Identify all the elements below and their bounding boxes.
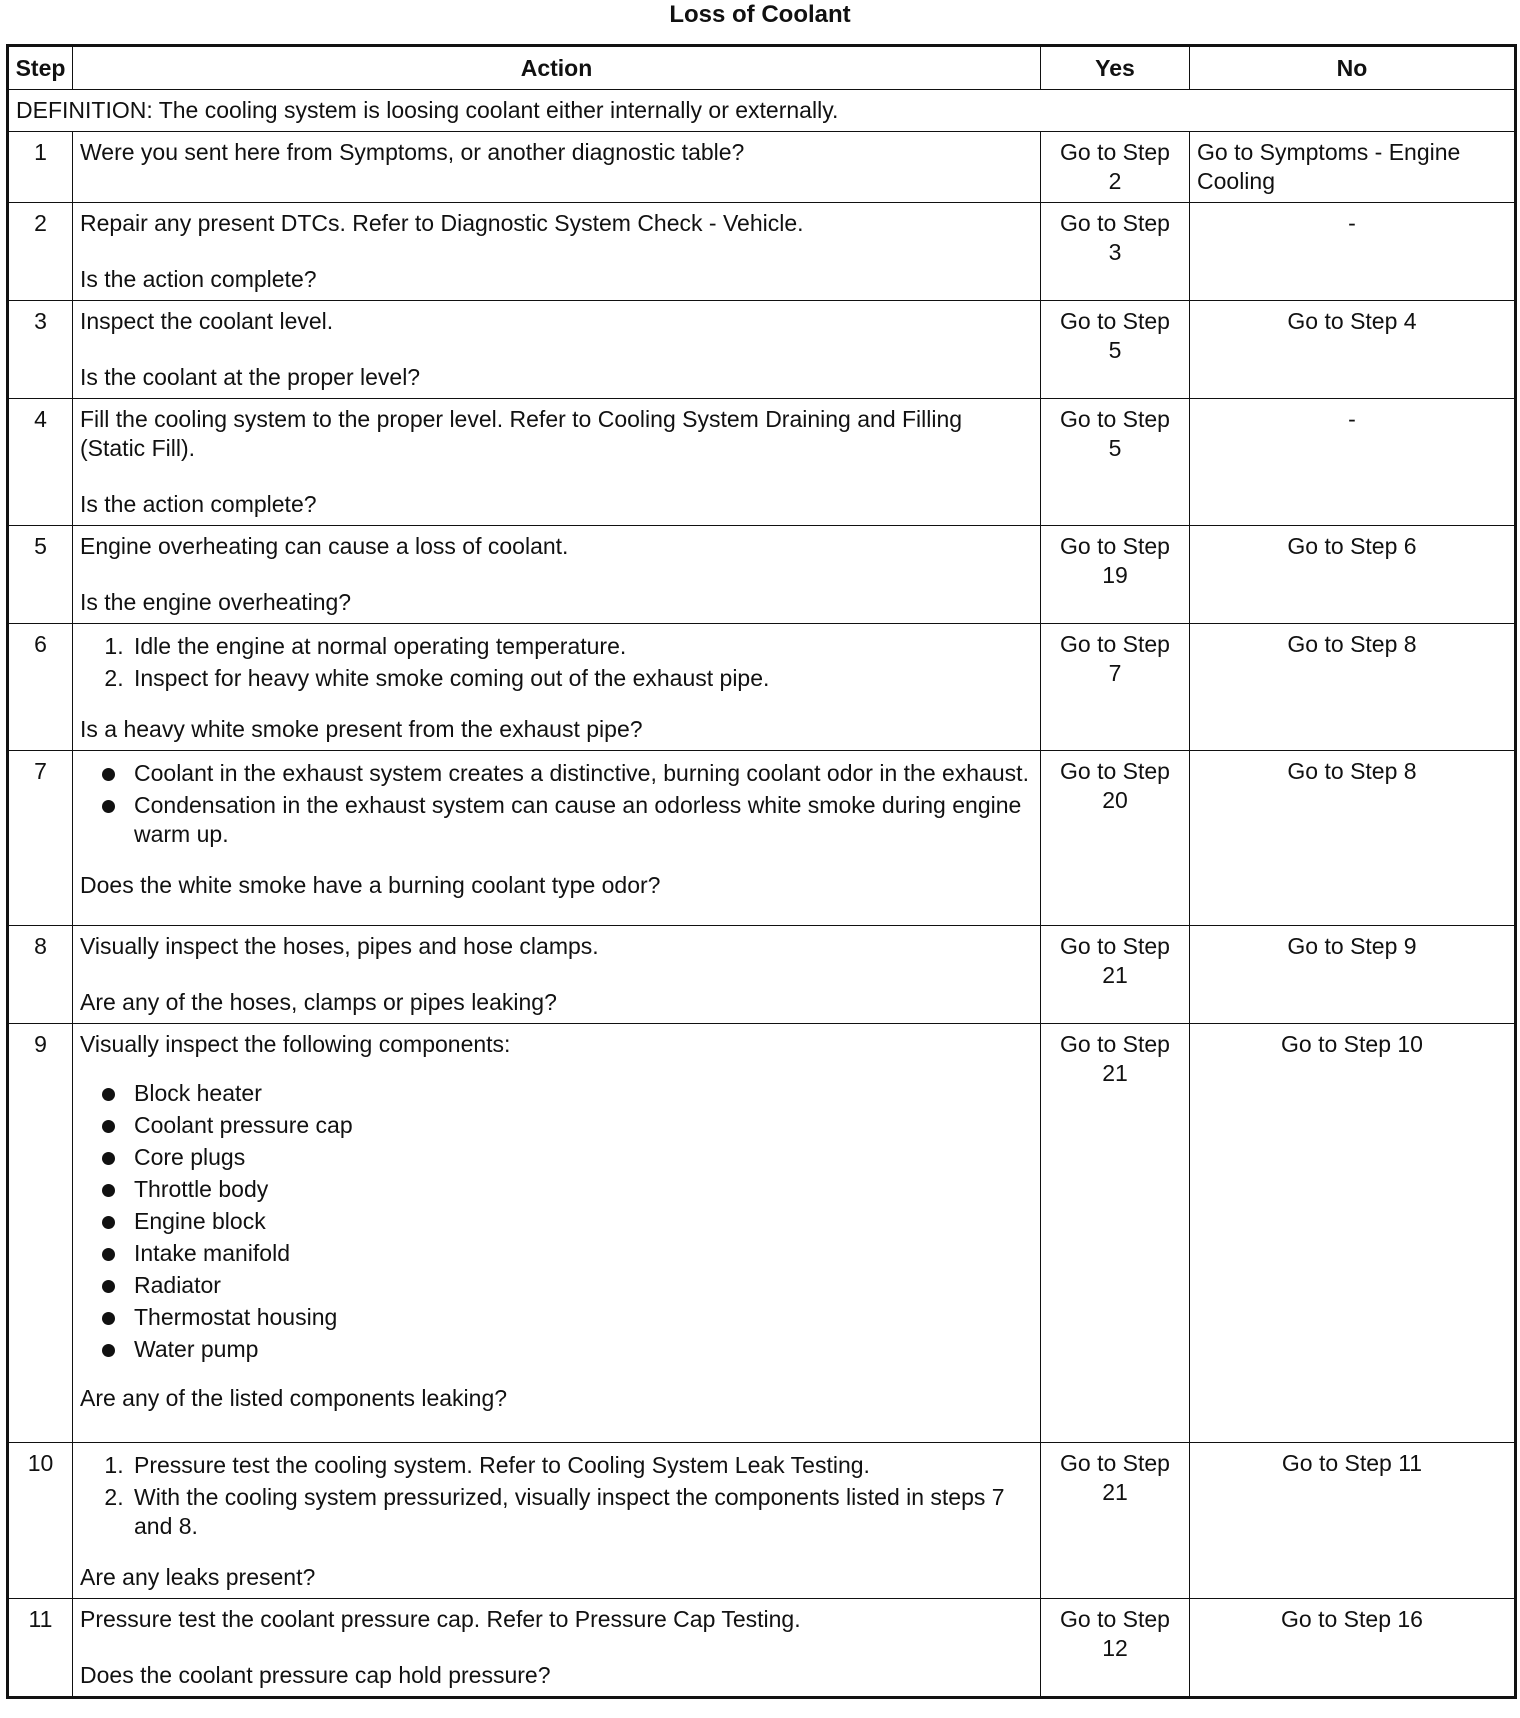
yes-step: 12 (1102, 1635, 1128, 1661)
yes-cell[interactable] (1041, 526, 1190, 624)
table-row (8, 624, 1516, 751)
yes-cell[interactable] (1041, 399, 1190, 526)
yes-step: 21 (1102, 962, 1128, 988)
table-row (8, 926, 1516, 1024)
table-row (8, 526, 1516, 624)
action-cell (73, 1443, 1041, 1599)
no-cell[interactable]: Go to Step 6 (1190, 526, 1516, 624)
action-text: Were you sent here from Symptoms, or another diagnostic table? (80, 139, 745, 165)
header-no: No (1190, 46, 1516, 90)
action-cell (73, 301, 1041, 399)
list-item: 2. Inspect for heavy white smoke coming out of the exhaust pipe. (130, 664, 1033, 693)
list-item: Core plugs (130, 1143, 1033, 1172)
list-item: 1. Idle the engine at normal operating temperature. (130, 632, 1033, 661)
step-number: 8 (8, 926, 73, 1024)
action-question: Is a heavy white smoke present from the exhaust pipe? (80, 716, 643, 742)
step-number: 3 (8, 301, 73, 399)
step-number: 5 (8, 526, 73, 624)
action-question: Is the engine overheating? (80, 589, 352, 615)
header-row (8, 46, 1516, 90)
action-text: Pressure test the coolant pressure cap. Refer to Pressure Cap Testing. (80, 1606, 801, 1632)
table-row (8, 1024, 1516, 1443)
step-number: 6 (8, 624, 73, 751)
yes-label: Go to Step (1060, 533, 1170, 559)
action-text: Repair any present DTCs. Refer to Diagnostic System Check - Vehicle. (80, 210, 804, 236)
action-text: Inspect the coolant level. (80, 308, 334, 334)
yes-label: Go to Step (1060, 933, 1170, 959)
table-row (8, 751, 1516, 926)
step-number: 1 (8, 132, 73, 203)
action-question: Does the white smoke have a burning coolant type odor? (80, 872, 661, 898)
list-item: Water pump (130, 1335, 1033, 1364)
yes-label: Go to Step (1060, 631, 1170, 657)
yes-label: Go to Step (1060, 1450, 1170, 1476)
list-item: Engine block (130, 1207, 1033, 1236)
list-item: 2. With the cooling system pressurized, visually inspect the components listed in steps 7 and 8. (130, 1483, 1033, 1541)
page-title: Loss of Coolant (669, 1, 851, 28)
definition-row (8, 90, 1516, 132)
yes-step: 19 (1102, 562, 1128, 588)
yes-cell[interactable] (1041, 203, 1190, 301)
action-cell (73, 1599, 1041, 1698)
action-text: Engine overheating can cause a loss of coolant. (80, 533, 569, 559)
yes-cell[interactable] (1041, 926, 1190, 1024)
yes-cell[interactable] (1041, 751, 1190, 926)
no-cell: - (1190, 203, 1516, 301)
yes-step: 5 (1108, 435, 1122, 461)
step-number: 4 (8, 399, 73, 526)
action-cell (73, 132, 1041, 203)
list-item: Throttle body (130, 1175, 1033, 1204)
definition-text: DEFINITION: The cooling system is loosing coolant either internally or externally. (8, 90, 1516, 132)
action-question: Does the coolant pressure cap hold pressure? (80, 1662, 551, 1688)
yes-label: Go to Step (1060, 308, 1170, 334)
action-question: Are any leaks present? (80, 1564, 316, 1590)
action-question: Are any of the hoses, clamps or pipes leaking? (80, 989, 557, 1015)
step-number: 2 (8, 203, 73, 301)
list-item: Radiator (130, 1271, 1033, 1300)
yes-label: Go to Step (1060, 1606, 1170, 1632)
action-cell (73, 624, 1041, 751)
table-row (8, 1599, 1516, 1698)
action-cell (73, 926, 1041, 1024)
table-row (8, 399, 1516, 526)
no-cell[interactable]: Go to Step 11 (1190, 1443, 1516, 1599)
action-text: Fill the cooling system to the proper level. Refer to Cooling System Draining and Filling (Static Fill). (80, 406, 963, 461)
no-cell[interactable]: Go to Step 16 (1190, 1599, 1516, 1698)
yes-label: Go to Step (1060, 406, 1170, 432)
numbered-list (80, 1451, 1033, 1541)
yes-step: 21 (1102, 1479, 1128, 1505)
no-cell[interactable]: Go to Step 8 (1190, 624, 1516, 751)
no-cell[interactable]: Go to Step 8 (1190, 751, 1516, 926)
header-step: Step (8, 46, 73, 90)
yes-step: 21 (1102, 1060, 1128, 1086)
no-cell[interactable]: Go to Step 10 (1190, 1024, 1516, 1443)
yes-label: Go to Step (1060, 1031, 1170, 1057)
diagnostic-table (6, 44, 1517, 1699)
table-row (8, 132, 1516, 203)
list-item: Block heater (130, 1079, 1033, 1108)
action-question: Is the action complete? (80, 266, 317, 292)
yes-step: 3 (1108, 239, 1122, 265)
yes-step: 20 (1102, 787, 1128, 813)
action-cell (73, 203, 1041, 301)
bullet-list (80, 759, 1033, 849)
no-cell[interactable]: Go to Symptoms - Engine Cooling (1190, 132, 1516, 203)
yes-step: 2 (1108, 168, 1122, 194)
yes-step: 5 (1108, 337, 1122, 363)
step-number: 9 (8, 1024, 73, 1443)
yes-cell[interactable] (1041, 1443, 1190, 1599)
action-question: Is the action complete? (80, 491, 317, 517)
action-text: Visually inspect the following components: (80, 1031, 511, 1057)
yes-label: Go to Step (1060, 758, 1170, 784)
header-yes: Yes (1041, 46, 1190, 90)
action-cell (73, 526, 1041, 624)
action-cell (73, 751, 1041, 926)
yes-label: Go to Step (1060, 210, 1170, 236)
step-number: 7 (8, 751, 73, 926)
list-item: Coolant pressure cap (130, 1111, 1033, 1140)
yes-cell[interactable] (1041, 1024, 1190, 1443)
action-question: Are any of the listed components leaking? (80, 1385, 508, 1411)
step-number: 11 (8, 1599, 73, 1698)
numbered-list (80, 632, 1033, 693)
list-item: 1. Pressure test the cooling system. Refer to Cooling System Leak Testing. (130, 1451, 1033, 1480)
action-question: Is the coolant at the proper level? (80, 364, 421, 390)
yes-cell[interactable] (1041, 624, 1190, 751)
no-cell[interactable]: Go to Step 9 (1190, 926, 1516, 1024)
yes-cell[interactable] (1041, 1599, 1190, 1698)
action-text: Visually inspect the hoses, pipes and hose clamps. (80, 933, 599, 959)
yes-cell[interactable] (1041, 132, 1190, 203)
action-cell (73, 1024, 1041, 1443)
no-cell: - (1190, 399, 1516, 526)
list-item: Intake manifold (130, 1239, 1033, 1268)
table-row (8, 301, 1516, 399)
no-cell[interactable]: Go to Step 4 (1190, 301, 1516, 399)
bullet-list (80, 1079, 1033, 1364)
yes-label: Go to Step (1060, 139, 1170, 165)
list-item: Condensation in the exhaust system can cause an odorless white smoke during engine warm up. (130, 791, 1033, 849)
list-item: Thermostat housing (130, 1303, 1033, 1332)
action-cell (73, 399, 1041, 526)
yes-cell[interactable] (1041, 301, 1190, 399)
table-row (8, 203, 1516, 301)
header-action: Action (73, 46, 1041, 90)
table-row (8, 1443, 1516, 1599)
yes-step: 7 (1108, 660, 1122, 686)
step-number: 10 (8, 1443, 73, 1599)
list-item: Coolant in the exhaust system creates a distinctive, burning coolant odor in the exhaust. (130, 759, 1033, 788)
